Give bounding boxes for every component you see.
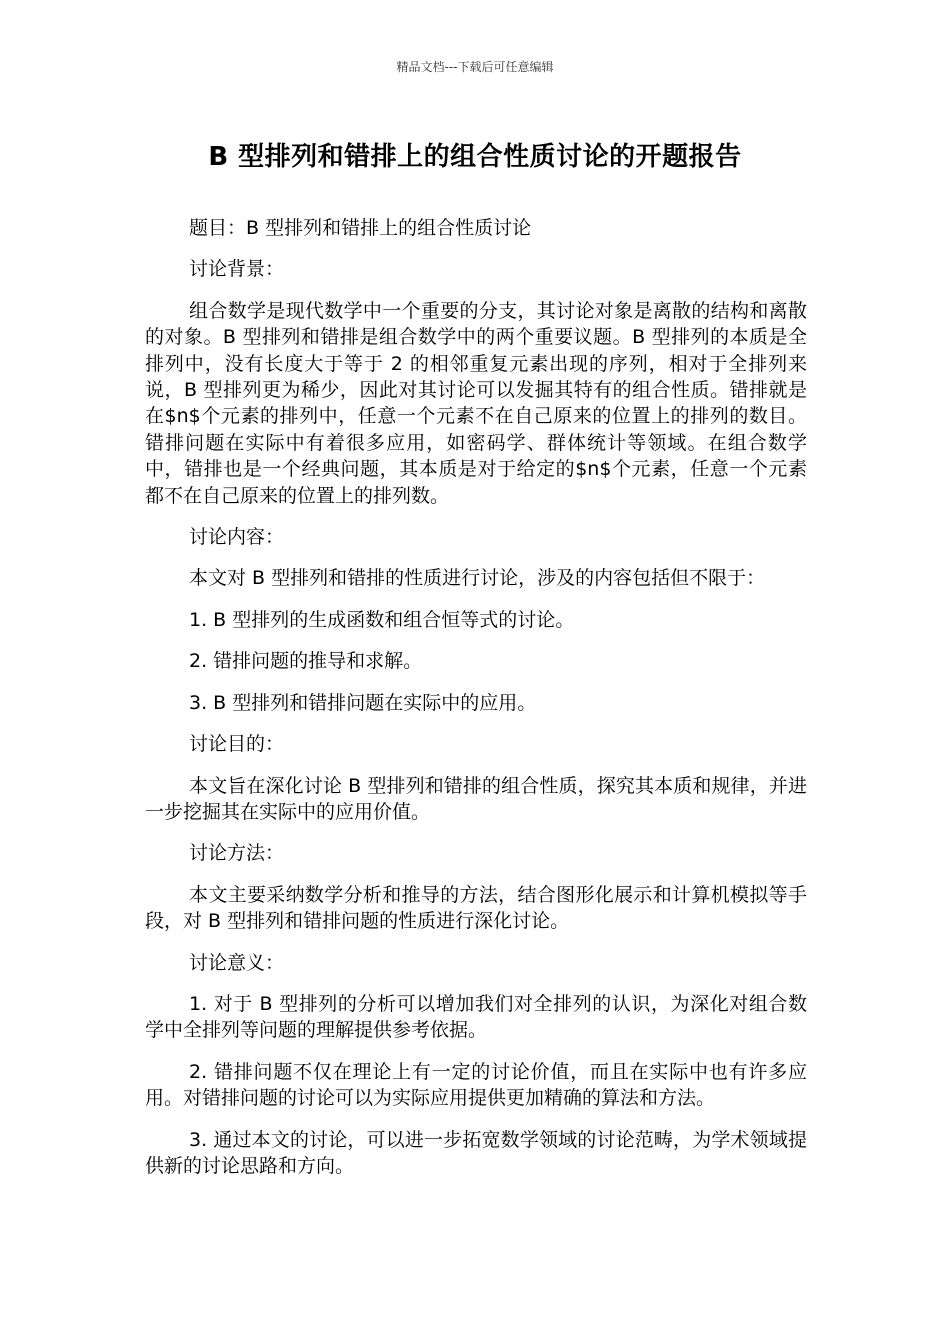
paragraph-purpose: 本文旨在深化讨论 B 型排列和错排的组合性质，探究其本质和规律，并进一步挖掘其在实际中的应用价值。 <box>145 774 807 823</box>
heading-method: 讨论方法： <box>189 842 285 865</box>
paragraph-background: 组合数学是现代数学中一个重要的分支，其讨论对象是离散的结构和离散的对象。B 型排列和错排是组合数学中的两个重要议题。B 型排列的本质是全排列中，没有长度大于等于 2 的相邻重复元素出现的序列，相对于全排列来说，B 型排列更为稀少，因此对其讨论可以发掘其特有的组合性质。错排就是在$n$个元素的排列中，任意一个元素不在自己原来的位置上的排列的数目。错排问题在实际中有着很多应用，如密码学、群体统计等领域。在组合数学中，错排也是一个经典问题，其本质是对于给定的$n$个元素，任意一个元素都不在自己原来的位置上的排列数。 <box>145 299 807 507</box>
heading-background: 讨论背景： <box>189 258 285 281</box>
document-title: B 型排列和错排上的组合性质讨论的开题报告 <box>208 142 742 172</box>
heading-significance: 讨论意义： <box>189 951 285 974</box>
paragraph-content-intro: 本文对 B 型排列和错排的性质进行讨论，涉及的内容包括但不限于： <box>189 567 766 590</box>
document-body <box>145 215 807 1194</box>
list-item-significance-3: 3. 通过本文的讨论，可以进一步拓宽数学领域的讨论范畴，为学术领域提供新的讨论思路和方向。 <box>145 1128 807 1177</box>
list-item-significance-1: 1. 对于 B 型排列的分析可以增加我们对全排列的认识，为深化对组合数学中全排列等问题的理解提供参考依据。 <box>145 992 807 1042</box>
list-item-content-1: 1. B 型排列的生成函数和组合恒等式的讨论。 <box>189 608 575 631</box>
heading-purpose: 讨论目的： <box>189 733 285 756</box>
list-item-significance-2: 2. 错排问题不仅在理论上有一定的讨论价值，而且在实际中也有许多应用。对错排问题的讨论可以为实际应用提供更加精确的算法和方法。 <box>145 1060 807 1110</box>
list-item-content-3: 3. B 型排列和错排问题在实际中的应用。 <box>189 691 537 714</box>
heading-content: 讨论内容： <box>189 526 285 549</box>
list-item-content-2: 2. 错排问题的推导和求解。 <box>189 650 423 673</box>
paragraph-topic: 题目：B 型排列和错排上的组合性质讨论 <box>189 217 532 239</box>
header-note: 精品文档---下载后可任意编辑 <box>396 60 554 74</box>
paragraph-method: 本文主要采纳数学分析和推导的方法，结合图形化展示和计算机模拟等手段，对 B 型排列和错排问题的性质进行深化讨论。 <box>145 883 807 933</box>
